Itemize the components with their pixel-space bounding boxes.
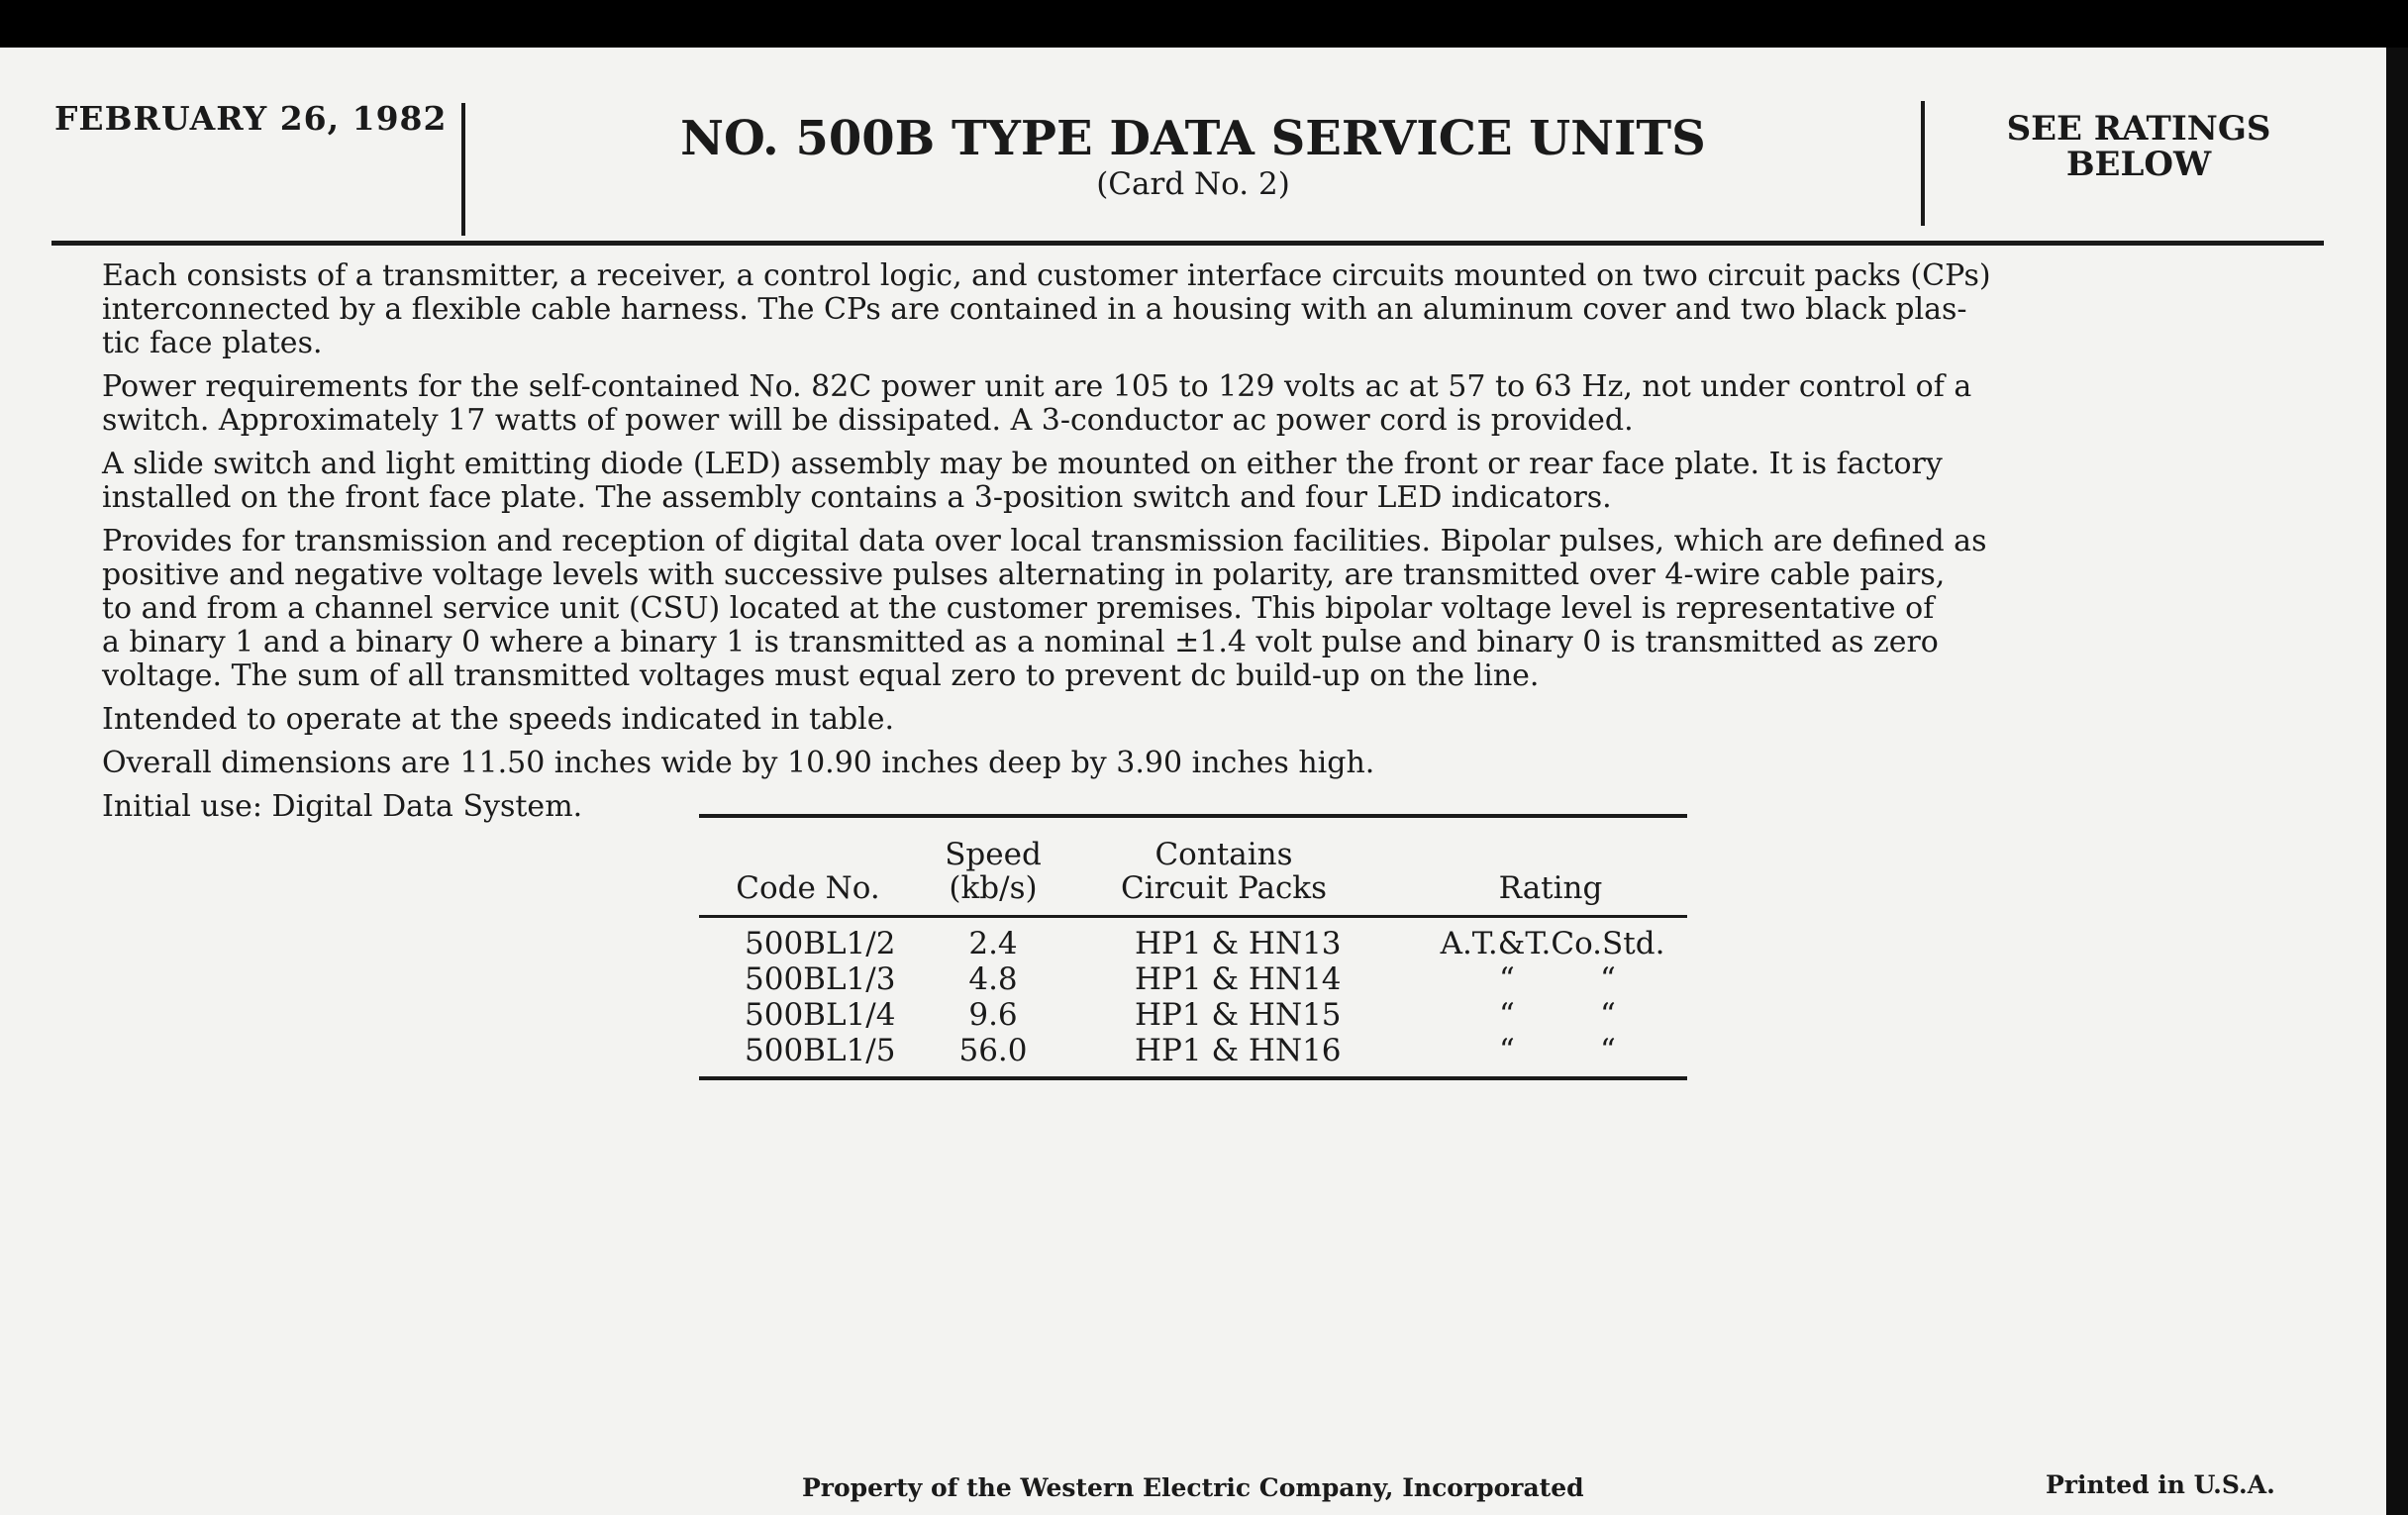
paragraph-line: A slide switch and light emitting diode (LED) assembly may be mounted on either the front or rear face plate. It is factory <box>102 447 1943 481</box>
header-rule <box>51 241 2324 246</box>
paragraph-line: Each consists of a transmitter, a receiver, a control logic, and customer interface circuits mounted on two circuit packs (CPs) <box>102 258 1991 293</box>
cell-circuit-packs: HP1 & HN16 <box>1135 1033 1342 1068</box>
ratings-note-line2: BELOW <box>2065 145 2212 184</box>
ratings-note-line1: SEE RATINGS <box>2006 109 2271 149</box>
cell-rating-ditto: “ <box>1600 997 1616 1033</box>
table-row <box>699 961 1687 997</box>
cell-circuit-packs: HP1 & HN13 <box>1135 926 1342 961</box>
column-header-speed-line2: (kb/s) <box>949 870 1038 906</box>
table-bottom-rule <box>699 1076 1687 1080</box>
cell-rating-ditto: “ <box>1499 1033 1515 1068</box>
card-date: FEBRUARY 26, 1982 <box>54 99 448 138</box>
cell-code: 500BL1/5 <box>745 1033 896 1068</box>
paragraph-dimensions <box>102 747 2280 780</box>
column-header-code: Code No. <box>736 870 880 906</box>
column-header-packs-line2: Circuit Packs <box>1120 870 1327 906</box>
table-row <box>699 1033 1687 1068</box>
cell-speed: 9.6 <box>968 997 1018 1033</box>
paragraph-line: Overall dimensions are 11.50 inches wide by 10.90 inches deep by 3.90 inches high. <box>102 746 1375 780</box>
paragraph-switch-led <box>102 448 2280 515</box>
ratings-note <box>1941 111 2337 182</box>
table-body <box>699 918 1687 1076</box>
paragraph-power <box>102 370 2280 438</box>
description-body <box>102 259 2280 834</box>
paragraph-line: Initial use: Digital Data System. <box>102 789 583 824</box>
paragraph-line: a binary 1 and a binary 0 where a binary 1 is transmitted as a nominal ±1.4 volt pulse and binary 0 is transmitted as zero <box>102 625 1939 659</box>
cell-rating-ditto: “ <box>1499 997 1515 1033</box>
cell-code: 500BL1/4 <box>745 997 896 1033</box>
cell-speed: 2.4 <box>968 926 1018 961</box>
paragraph-transmission <box>102 525 2280 693</box>
paragraph-line: Power requirements for the self-contained No. 82C power unit are 105 to 129 volts ac at 57 to 63 Hz, not under control of a <box>102 369 1972 404</box>
column-header-circuit-packs <box>1105 838 1343 905</box>
speed-table <box>699 814 1687 1080</box>
cell-speed: 4.8 <box>968 961 1018 997</box>
column-header-packs-line1: Contains <box>1154 837 1293 872</box>
table-row <box>699 926 1687 961</box>
card-title: NO. 500B TYPE DATA SERVICE UNITS <box>680 111 1706 166</box>
paragraph-line: positive and negative voltage levels with successive pulses alternating in polarity, are transmitted over 4-wire cable pairs, <box>102 557 1946 592</box>
column-header-speed-line1: Speed <box>945 837 1042 872</box>
paragraph-line: interconnected by a flexible cable harness. The CPs are contained in a housing with an aluminum cover and two black plas- <box>102 292 1967 327</box>
cell-rating-ditto: “ <box>1600 961 1616 997</box>
cell-rating-ditto: “ <box>1600 1033 1616 1068</box>
paragraph-line: switch. Approximately 17 watts of power will be dissipated. A 3-conductor ac power cord is provided. <box>102 403 1634 438</box>
paragraph-line: tic face plates. <box>102 326 323 360</box>
paragraph-line: Intended to operate at the speeds indicated in table. <box>102 702 895 737</box>
column-header-rating: Rating <box>1498 870 1603 906</box>
cell-code: 500BL1/3 <box>745 961 896 997</box>
card-edge-shadow <box>2386 48 2408 1515</box>
paragraph-construction <box>102 259 2280 360</box>
footer-printed-in: Printed in U.S.A. <box>2046 1470 2275 1499</box>
paragraph-line: installed on the front face plate. The assembly contains a 3-position switch and four LED indicators. <box>102 480 1612 515</box>
table-row <box>699 997 1687 1033</box>
column-header-speed <box>939 838 1048 905</box>
cell-code: 500BL1/2 <box>745 926 896 961</box>
cell-speed: 56.0 <box>958 1033 1028 1068</box>
paragraph-line: voltage. The sum of all transmitted voltages must equal zero to prevent dc build-up on the line. <box>102 658 1540 693</box>
table-header <box>699 818 1687 915</box>
header-divider-right <box>1921 101 1925 226</box>
paragraph-line: Provides for transmission and reception of digital data over local transmission facilities. Bipolar pulses, which are defined as <box>102 524 1987 558</box>
cell-rating: A.T.&T.Co.Std. <box>1440 926 1665 961</box>
footer-property-notice: Property of the Western Electric Company, Incorporated <box>802 1473 1584 1502</box>
paragraph-speeds <box>102 703 2280 737</box>
paragraph-line: to and from a channel service unit (CSU) located at the customer premises. This bipolar voltage level is representative of <box>102 591 1935 626</box>
cell-circuit-packs: HP1 & HN15 <box>1135 997 1342 1033</box>
cell-rating-ditto: “ <box>1499 961 1515 997</box>
cell-circuit-packs: HP1 & HN14 <box>1135 961 1342 997</box>
card-subtitle: (Card No. 2) <box>1096 166 1290 202</box>
